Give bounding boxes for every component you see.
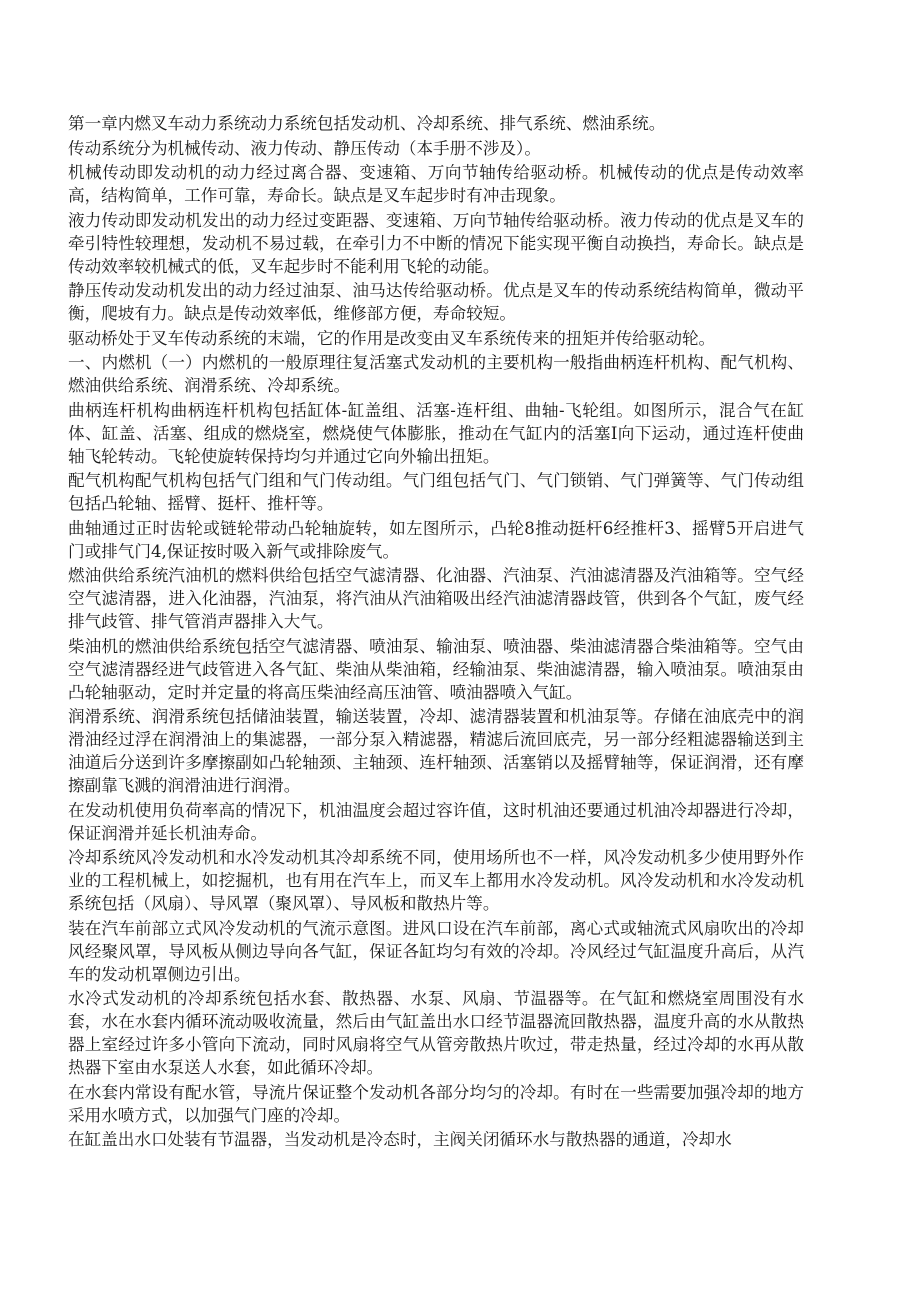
paragraph-drive-axle: 驱动桥处于叉车传动系统的末端，它的作用是改变由叉车系统传来的扭矩并传给驱动轮。 xyxy=(68,328,716,348)
paragraph-water-distribution: 在水套内常设有配水管，导流片保证整个发动机各部分均匀的冷却。有时在一些需要加强冷却的地方采用水喷方式，以加强气门座的冷却。 xyxy=(68,1082,804,1125)
paragraph-hydraulic-transmission: 液力传动即发动机发出的动力经过变距器、变速箱、万向节轴传给驱动桥。液力传动的优点是叉车的牵引特性较理想，发动机不易过载，在牵引力不中断的情况下能实现平衡自动换挡，寿命长。缺点是传动效率较机械式的低，叉车起步时不能利用飞轮的动能。 xyxy=(68,210,804,276)
paragraph-transmission-types: 传动系统分为机械传动、液力传动、静压传动（本手册不涉及）。 xyxy=(68,138,541,158)
paragraph-water-cooled-system: 水冷式发动机的冷却系统包括水套、散热器、水泵、风扇、节温器等。在气缸和燃烧室周围没有水套，水在水套内循环流动吸收流量，然后由气缸盖出水口经节温器流回散热器，温度升高的水从散热器上室经过许多小管向下流动，同时风扇将空气从管旁散热片吹过，带走热量，经过冷却的水再从散热器下室由水泵送人水套，如此循环冷却。 xyxy=(68,989,804,1077)
paragraph-hydrostatic-transmission: 静压传动发动机发出的动力经过油泵、油马达传给驱动桥。优点是叉车的传动系统结构简单，微动平衡，爬坡有力。缺点是传动效率低，维修部方便，寿命较短。 xyxy=(68,281,804,323)
paragraph-lubrication-system: 润滑系统、润滑系统包括储油装置，输送装置，冷却、滤清器装置和机油泵等。存储在油底壳中的润滑油经过浮在润滑油上的集滤器，一部分泵入精滤器，精滤后流回底壳，另一部分经粗滤器输送到主油道后分送到许多摩擦副如凸轮轴颈、主轴颈、连杆轴颈、活塞销以及摇臂轴等，保证润滑，还有摩擦副靠飞溅的润滑油进行润滑。 xyxy=(68,707,804,795)
paragraph-mechanical-transmission: 机械传动即发动机的动力经过离合器、变速箱、万向节轴传给驱动桥。机械传动的优点是传动效率高，结构简单，工作可靠，寿命长。缺点是叉车起步时有冲击现象。 xyxy=(68,163,804,205)
paragraph-camshaft-drive: 曲轴通过正时齿轮或链轮带动凸轮轴旋转，如左图所示，凸轮8推动挺杆6经推杆3、摇臂5开启进气门或排气门4,保证按时吸入新气或排除废气。 xyxy=(68,518,804,561)
paragraph-gasoline-fuel-supply: 燃油供给系统汽油机的燃料供给包括空气滤清器、化油器、汽油泵、汽油滤清器及汽油箱等。空气经空气滤清器，进入化油器，汽油泵，将汽油从汽油箱吸出经汽油滤清器歧管，供到各个气缸，废气经排气歧管、排气管消声器排入大气。 xyxy=(68,566,804,631)
paragraph-engine-principle: 一、内燃机（一）内燃机的一般原理往复活塞式发动机的主要机构一般指曲柄连杆机构、配气机构、燃油供给系统、润滑系统、冷却系统。 xyxy=(68,353,804,395)
paragraph-thermostat: 在缸盖出水口处装有节温器，当发动机是冷态时，主阀关闭循环水与散热器的通道，冷却水 xyxy=(68,1130,732,1149)
paragraph-oil-cooling: 在发动机使用负荷率高的情况下，机油温度会超过容许值，这时机油还要通过机油冷却器进行冷却，保证润滑并延长机油寿命。 xyxy=(68,800,804,843)
paragraph-valve-mechanism: 配气机构配气机构包括气门组和气门传动组。气门组包括气门、气门锁销、气门弹簧等、气门传动组包括凸轮轴、摇臂、挺杆、推杆等。 xyxy=(68,471,804,513)
paragraph-cooling-system: 冷却系统风冷发动机和水冷发动机其冷却系统不同，使用场所也不一样，风冷发动机多少使用野外作业的工程机械上，如挖掘机，也有用在汽车上，而叉车上都用水冷发动机。风冷发动机和水冷发动机系统包括（风扇）、导风罩（聚风罩）、导风板和散热片等。 xyxy=(68,848,804,913)
document-body xyxy=(68,112,804,1153)
paragraph-chapter-intro: 第一章内燃叉车动力系统动力系统包括发动机、冷却系统、排气系统、燃油系统。 xyxy=(68,114,666,133)
paragraph-air-cooled-flow: 装在汽车前部立式风冷发动机的气流示意图。进风口设在汽车前部，离心式或轴流式风扇吹出的冷却风经聚风罩，导风板从侧边导向各气缸，保证各缸均匀有效的冷却。冷风经过气缸温度升高后，从汽车的发动机罩侧边引出。 xyxy=(68,918,804,984)
paragraph-crank-mechanism: 曲柄连杆机构曲柄连杆机构包括缸体-缸盖组、活塞-连杆组、曲轴-飞轮组。如图所示，混合气在缸体、缸盖、活塞、组成的燃烧室，燃烧使气体膨胀，推动在气缸内的活塞I向下运动，通过连杆使曲轴飞轮转动。飞轮使旋转保持均匀并通过它向外输出扭矩。 xyxy=(68,400,804,466)
paragraph-diesel-fuel-supply: 柴油机的燃油供给系统包括空气滤清器、喷油泵、输油泵、喷油器、柴油滤清器合柴油箱等。空气由空气滤清器经进气歧管进入各气缸、柴油从柴油箱，经输油泵、柴油滤清器，输入喷油泵。喷油泵由凸轮轴驱动，定时并定量的将高压柴油经高压油管、喷油器喷入气缸。 xyxy=(68,636,804,702)
